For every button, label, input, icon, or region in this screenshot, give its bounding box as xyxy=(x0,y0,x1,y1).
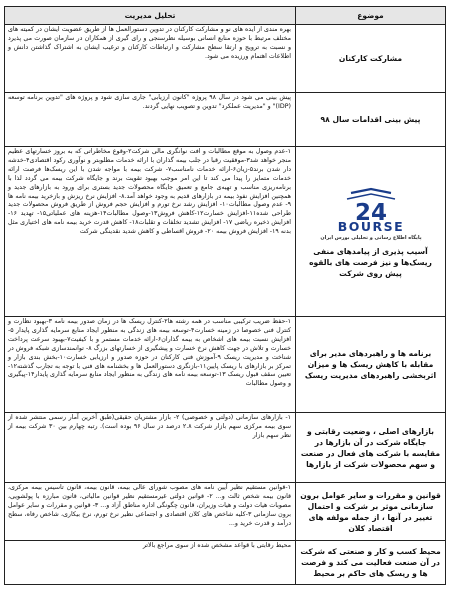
table-header-row xyxy=(5,7,446,25)
table-row xyxy=(5,93,446,147)
logo-word: BOURSE xyxy=(337,218,404,234)
row-topic: قوانین و مقررات و سایر عوامل برون سازمانی موثر بر شرکت و احتمال تغییر در آنها ، از جمله مولفه های اقتصاد کلان xyxy=(296,483,446,541)
row-topic: آسیب پذیری از پیامدهای منفی ریسک‌ها و نیز فرصت های بالقوه پیش روی شرکت xyxy=(309,246,432,278)
bourse24-logo xyxy=(309,187,433,241)
logo-caption: پایگاه اطلاع رسانی و تحلیلی بورس ایران xyxy=(319,234,422,241)
row-topic: مشارکت کارکنان xyxy=(296,25,446,93)
row-analysis: پیش بینی می شود در سال ۹۸ پروژه "کانون ارزیابی" جاری سازی شود و پروژه های "تدوین برنامه توسعه (IDP)" و "مدیریت عملکرد" تدوین و تصویب نهایی گردند. xyxy=(5,93,296,147)
table-row xyxy=(5,147,446,317)
table-row xyxy=(5,317,446,413)
topic-column-header: موضوع xyxy=(296,7,446,25)
row-analysis: ۱-قوانین مستقیم نظیر آیین نامه های مصوب شورای عالی بیمه، قانون بیمه، قانون تاسیس بیمه مرکزی، قانون بیمه شخص ثالث و... ۲- قوانین دولتی غیرمستقیم نظیر قوانین مالیاتی، قانون مبارزه با پولشویی، مصوبات هیات دولت و هیات وزیران، قانون چگونگی اداره مناطق آزاد و... ۳- قوانین و مقررات و سایر عوامل برون سازمانی ۳-کلیه شاخص های کلان اقتصادی و اجتماعی نظیر نرخ تورم، نرخ بیکاری، شاخص رفاه، سطح درآمد و قدرت خرید و... xyxy=(5,483,296,541)
logo-mark-text: 24 xyxy=(354,199,387,226)
row-analysis: ۱- بازارهای سازمانی (دولتی و خصوصی) ۲- بازار مشتریان حقیقی(طبق آخرین آمار رسمی منتشر شده از سوی بیمه مرکزی سهم بازار شرکت ۲.۸ درصد در سال ۹۶ بوده است). رتبه چهارم بین ۳۰ شرکت بیمه از نظر سهم بازار xyxy=(5,413,296,483)
row-analysis: بهره مندی از ایده های نو و مشارکت کارکنان در تدوین دستورالعمل ها از طریق عضویت ایشان در کمیته های مختلف مرتبط با حوزه منابع انسانی بوسیله نظرسنجی و رای گیری از همکاران در سازمان صورت می پذیرد و نسبت به ترویج و ارتقا سطح مشارکت و ارتباطات کارکنان و ترغیب ایشان به اشتراک گذاشتن دانش و اطلاعات اهتمام ورزیده می شود. xyxy=(5,25,296,93)
row-analysis: ۱-عدم وصول به موقع مطالبات و افت نوانگری مالی شرکت۲-وقوع مخاطراتی که به بروز خسارتهای عظیم منجر خواهد شد۳-موفقیت رقبا در جلب بیمه گذاران با ارائه خدمات مطلوبتر و نوآوری رکود اقتصادی۴-خدشه دار شدن برند۵-زیان۶-ارائه خدمات نامناسب۷- شرکت بیمه با مواجه شدن با این ریسک‌ها فرصت ارائه خدمات متمایز را پیدا می کند تا این امر موجب بهبود تقویت برند و جایگاه شرکت بیمه می گردد لذا با برنامه‌ریزی مناسب و تهیه‌ی جامع و تعمیق جایگاه محصولات جدید بستری برای ورود به بازارهای جدید و همچنین افزایش نفوذ بیمه در بازارهای قدیم به وجود خواهد آمد.۸- افزایش نرخ ریزش و بازخرید بیمه نامه ها ۹- عدم وصول مطالبات۱۰- افزایش رشد نرخ تورم و افزایش حجم فروش از طریق فروش محصولات جدید طراحی شده۱۱-افزایش خسارت۱۲-کاهش فروش۱۳-وصول مطالبات۱۴-هزینه های عملیاتی۱۵- تهدید ۱۶- افزایش ذخیره ریاضی ۱۷- افزایش تشدید تخلفات و تقلبات۱۸- کاهش قدرت خرید بیمه نامه های اختیاری مثل بدنه ۱۹- افزایش فروش بیمه ۲۰- فروش اقساطی و کاهش شدید نقدینگی شرکت xyxy=(5,147,296,317)
table-row xyxy=(5,483,446,541)
analysis-column-header: تحلیل مدیریت xyxy=(5,7,296,25)
row-topic: برنامه ها و راهبردهای مدیر برای مقابله با کاهش ریسک ها و میزان اثربخشی راهبردهای مدیریت ریسک xyxy=(296,317,446,413)
row-topic: پیش بینی اقدامات سال ۹۸ xyxy=(296,93,446,147)
row-analysis: ۱-حفظ ضریب ترکیبی مناسب در همه رشته ها۲-کنترل ریسک ها در زمان صدور بیمه نامه ۳-بهبود نظارت و کنترل فنی خصوصا در زمینه خسارت۴-توسعه بیمه های زندگی به منظور ایجاد منابع سرمایه گذاری پایدار ۵-افزایش نسبت بیمه های اشخاص به بیمه گذاران۶-ارائه خدمات مستمر و با کیفیت۷-بهبود سرعت پرداخت خسارت و تلاش در جهت کاهش نرخ خسارت و پیشگیری از خسارتهای بزرگ ۸- توانمندسازی شبکه فروش در شناخت و مدیریت ریسک ۹-آموزش فنی کارکنان در حوزه صدور و ارزیابی خسارت۱۰-بخش بندی بازار و تمرکز بر بازارهای با ریسک پایین۱۱-بازنگری دستورالعمل ها و بخشنامه های فنی با توجه به تجارب گذشته۱۲-تعیین سقف قبول ریسک ۱۳-توسعه بیمه نامه های زندگی به منظور ایجاد منابع سرمایه گذاری پایدار۱۴-پیگیری و وصول مطالبات xyxy=(5,317,296,413)
row-analysis: محیط رقابتی با قواعد مشخص شده از سوی مراجع بالاتر xyxy=(5,541,296,585)
table-row xyxy=(5,25,446,93)
row-topic: بازارهای اصلی ، وضعیت رقابتی و جایگاه شرکت در آن بازارها در مقایسه با شرکت های فعال در صنعت و سهم محصولات شرکت از بازارها xyxy=(296,413,446,483)
row-topic-with-logo xyxy=(296,147,446,317)
management-analysis-table xyxy=(4,6,446,585)
row-topic: محیط کسب و کار و صنعتی که شرکت در آن صنعت فعالیت می کند و فرصت ها و ریسک های حاکم بر محیط xyxy=(296,541,446,585)
table-row xyxy=(5,413,446,483)
table-row xyxy=(5,541,446,585)
